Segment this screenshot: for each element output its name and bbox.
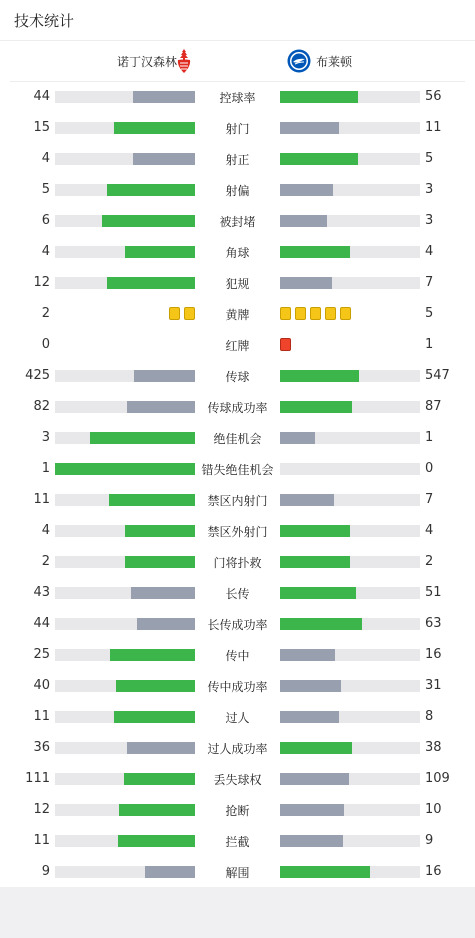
away-bar-fill bbox=[280, 525, 350, 537]
home-stat-value: 44 bbox=[33, 89, 50, 104]
stat-label: 射门 bbox=[225, 122, 250, 136]
home-bar-track bbox=[55, 122, 195, 134]
home-bar-track bbox=[55, 804, 195, 816]
home-bar-fill bbox=[137, 618, 195, 630]
stat-label: 长传成功率 bbox=[207, 618, 268, 632]
home-bar-track bbox=[55, 370, 195, 382]
home-stat-value: 2 bbox=[41, 306, 50, 321]
home-stat-value: 15 bbox=[33, 120, 50, 135]
stat-label: 黄牌 bbox=[225, 308, 250, 322]
home-stat-value: 43 bbox=[33, 585, 50, 600]
home-bar-track bbox=[55, 401, 195, 413]
away-stat-value: 0 bbox=[425, 461, 434, 476]
stats-header bbox=[0, 0, 475, 41]
stat-label: 解围 bbox=[225, 866, 250, 880]
away-bar-fill bbox=[280, 246, 350, 258]
home-bar-fill bbox=[131, 587, 195, 599]
home-bar-fill bbox=[107, 184, 195, 196]
away-bar-fill bbox=[280, 618, 362, 630]
away-bar-fill bbox=[280, 432, 315, 444]
stat-row bbox=[0, 329, 475, 360]
away-bar-track bbox=[280, 463, 420, 475]
home-bar-fill bbox=[90, 432, 195, 444]
yellow-card-icon bbox=[295, 307, 306, 320]
home-bar-track bbox=[55, 649, 195, 661]
away-bar-fill bbox=[280, 122, 339, 134]
home-stat-value: 11 bbox=[33, 709, 50, 724]
away-bar-track bbox=[280, 773, 420, 785]
stat-row bbox=[0, 701, 475, 732]
home-stat-value: 4 bbox=[41, 523, 50, 538]
away-bar-track bbox=[280, 494, 420, 506]
away-stat-value: 9 bbox=[425, 833, 434, 848]
home-bar-fill bbox=[133, 91, 195, 103]
away-bar-track bbox=[280, 804, 420, 816]
away-bar-fill bbox=[280, 494, 334, 506]
home-stat-value: 111 bbox=[25, 771, 50, 786]
stat-row bbox=[0, 391, 475, 422]
stat-label: 绝佳机会 bbox=[213, 432, 262, 446]
home-stat-value: 82 bbox=[33, 399, 50, 414]
home-bar-track bbox=[55, 494, 195, 506]
stat-row bbox=[0, 236, 475, 267]
away-stat-value: 3 bbox=[425, 182, 434, 197]
home-bar-track bbox=[55, 215, 195, 227]
stat-row bbox=[0, 608, 475, 639]
away-stat-value: 109 bbox=[425, 771, 450, 786]
home-stat-value: 12 bbox=[33, 802, 50, 817]
yellow-card-icon bbox=[184, 307, 195, 320]
home-bar-track bbox=[55, 277, 195, 289]
home-bar-fill bbox=[102, 215, 195, 227]
home-bar-fill bbox=[116, 680, 195, 692]
home-bar-fill bbox=[110, 649, 195, 661]
home-stat-value: 0 bbox=[41, 337, 50, 352]
home-bar-track bbox=[55, 556, 195, 568]
away-bar-track bbox=[280, 401, 420, 413]
red-card-icon bbox=[280, 338, 291, 351]
away-stat-value: 4 bbox=[425, 523, 434, 538]
away-stat-value: 63 bbox=[425, 616, 442, 631]
stat-row bbox=[0, 484, 475, 515]
away-bar-track bbox=[280, 215, 420, 227]
home-bar-fill bbox=[124, 773, 195, 785]
yellow-card-icon bbox=[325, 307, 336, 320]
stat-label: 禁区外射门 bbox=[207, 525, 268, 539]
page-title: 技术统计 bbox=[14, 12, 75, 30]
home-bar-track bbox=[55, 711, 195, 723]
away-stat-value: 87 bbox=[425, 399, 442, 414]
home-bar-track bbox=[55, 463, 195, 475]
stat-row bbox=[0, 267, 475, 298]
home-bar-track bbox=[55, 835, 195, 847]
away-stat-value: 5 bbox=[425, 306, 434, 321]
away-bar-fill bbox=[280, 835, 343, 847]
stat-label: 禁区内射门 bbox=[207, 494, 268, 508]
away-bar-fill bbox=[280, 91, 358, 103]
away-stat-value: 1 bbox=[425, 430, 434, 445]
stat-label: 抢断 bbox=[225, 804, 250, 818]
home-bar-track bbox=[55, 91, 195, 103]
away-stat-value: 16 bbox=[425, 647, 442, 662]
home-stat-value: 2 bbox=[41, 554, 50, 569]
home-stat-value: 25 bbox=[33, 647, 50, 662]
away-bar-fill bbox=[280, 556, 350, 568]
home-bar-track bbox=[55, 587, 195, 599]
home-bar-track bbox=[55, 432, 195, 444]
away-bar-track bbox=[280, 246, 420, 258]
stat-row bbox=[0, 112, 475, 143]
away-bar-track bbox=[280, 122, 420, 134]
home-bar-fill bbox=[118, 835, 195, 847]
away-bar-fill bbox=[280, 277, 332, 289]
away-bar-track bbox=[280, 432, 420, 444]
home-bar-fill bbox=[119, 804, 195, 816]
stat-label: 角球 bbox=[225, 246, 250, 260]
stat-label: 传球 bbox=[225, 370, 250, 384]
home-stat-value: 6 bbox=[41, 213, 50, 228]
away-bar-track bbox=[280, 742, 420, 754]
home-stat-value: 44 bbox=[33, 616, 50, 631]
brighton-logo-icon bbox=[287, 49, 311, 73]
away-bar-fill bbox=[280, 804, 344, 816]
stat-label: 传中成功率 bbox=[207, 680, 268, 694]
home-stat-value: 425 bbox=[25, 368, 50, 383]
stat-label: 射偏 bbox=[225, 184, 250, 198]
home-team-name: 诺丁汉森林 bbox=[116, 55, 177, 69]
home-bar-fill bbox=[134, 370, 195, 382]
stat-label: 错失绝佳机会 bbox=[201, 463, 274, 477]
stat-row bbox=[0, 453, 475, 484]
stat-row bbox=[0, 360, 475, 391]
away-bar-fill bbox=[280, 742, 352, 754]
stat-label: 过人成功率 bbox=[207, 742, 268, 756]
stat-label: 拦截 bbox=[225, 835, 250, 849]
home-bar-fill bbox=[125, 525, 195, 537]
home-stat-value: 3 bbox=[41, 430, 50, 445]
away-bar-track bbox=[280, 184, 420, 196]
away-stat-value: 8 bbox=[425, 709, 434, 724]
stat-row bbox=[0, 143, 475, 174]
stat-row bbox=[0, 546, 475, 577]
away-bar-track bbox=[280, 556, 420, 568]
away-bar-track bbox=[280, 618, 420, 630]
yellow-card-icon bbox=[169, 307, 180, 320]
home-stat-value: 1 bbox=[41, 461, 50, 476]
nottingham-forest-logo-icon bbox=[176, 48, 192, 74]
stat-row bbox=[0, 732, 475, 763]
away-bar-track bbox=[280, 370, 420, 382]
home-bar-fill bbox=[114, 122, 195, 134]
home-bar-fill bbox=[127, 401, 195, 413]
home-stat-value: 4 bbox=[41, 244, 50, 259]
home-stat-value: 36 bbox=[33, 740, 50, 755]
away-bar-fill bbox=[280, 215, 327, 227]
away-team-name: 布莱顿 bbox=[316, 55, 353, 69]
away-bar-fill bbox=[280, 370, 359, 382]
away-stat-value: 2 bbox=[425, 554, 434, 569]
stat-row bbox=[0, 577, 475, 608]
home-bar-fill bbox=[107, 277, 195, 289]
stat-row bbox=[0, 422, 475, 453]
stat-label: 门将扑救 bbox=[213, 556, 262, 570]
away-bar-fill bbox=[280, 773, 349, 785]
away-stat-value: 16 bbox=[425, 864, 442, 879]
away-stat-value: 7 bbox=[425, 492, 434, 507]
stats-list bbox=[0, 81, 475, 887]
stat-label: 被封堵 bbox=[219, 215, 256, 229]
away-bar-fill bbox=[280, 680, 341, 692]
yellow-card-icon bbox=[280, 307, 291, 320]
stat-label: 传中 bbox=[225, 649, 250, 663]
home-bar-fill bbox=[55, 463, 195, 475]
home-bar-track bbox=[55, 525, 195, 537]
home-stat-value: 11 bbox=[33, 492, 50, 507]
away-bar-track bbox=[280, 587, 420, 599]
away-bar-track bbox=[280, 866, 420, 878]
stat-row bbox=[0, 298, 475, 329]
stat-label: 过人 bbox=[225, 711, 250, 725]
home-stat-value: 40 bbox=[33, 678, 50, 693]
home-stat-value: 12 bbox=[33, 275, 50, 290]
away-stat-value: 51 bbox=[425, 585, 442, 600]
away-bar-track bbox=[280, 91, 420, 103]
away-stat-value: 3 bbox=[425, 213, 434, 228]
home-bar-fill bbox=[133, 153, 195, 165]
away-stat-value: 7 bbox=[425, 275, 434, 290]
stat-label: 犯规 bbox=[225, 277, 250, 291]
stat-row bbox=[0, 515, 475, 546]
stat-row bbox=[0, 639, 475, 670]
away-stat-value: 11 bbox=[425, 120, 442, 135]
away-bar-fill bbox=[280, 711, 339, 723]
home-bar-fill bbox=[125, 246, 195, 258]
stat-row bbox=[0, 825, 475, 856]
home-bar-fill bbox=[125, 556, 195, 568]
stat-row bbox=[0, 794, 475, 825]
home-stat-value: 11 bbox=[33, 833, 50, 848]
away-bar-fill bbox=[280, 184, 333, 196]
home-bar-track bbox=[55, 246, 195, 258]
away-stat-value: 1 bbox=[425, 337, 434, 352]
away-bar-fill bbox=[280, 401, 352, 413]
stat-label: 丢失球权 bbox=[213, 773, 262, 787]
home-bar-fill bbox=[114, 711, 195, 723]
teams-row bbox=[10, 41, 465, 82]
stat-label: 射正 bbox=[225, 153, 250, 167]
away-bar-fill bbox=[280, 866, 370, 878]
home-bar-track bbox=[55, 680, 195, 692]
stat-label: 控球率 bbox=[219, 91, 256, 105]
stat-label: 红牌 bbox=[225, 339, 250, 353]
home-bar-track bbox=[55, 184, 195, 196]
away-bar-track bbox=[280, 649, 420, 661]
stat-row bbox=[0, 763, 475, 794]
away-bar-track bbox=[280, 835, 420, 847]
home-bar-fill bbox=[109, 494, 195, 506]
away-bar-fill bbox=[280, 649, 335, 661]
stat-row bbox=[0, 81, 475, 112]
away-bar-track bbox=[280, 711, 420, 723]
away-stat-value: 38 bbox=[425, 740, 442, 755]
home-stat-value: 4 bbox=[41, 151, 50, 166]
away-bar-track bbox=[280, 277, 420, 289]
away-bar-track bbox=[280, 525, 420, 537]
away-bar-track bbox=[280, 153, 420, 165]
away-stat-value: 56 bbox=[425, 89, 442, 104]
stat-row bbox=[0, 856, 475, 887]
away-bar-track bbox=[280, 680, 420, 692]
stat-label: 长传 bbox=[225, 587, 250, 601]
home-bar-track bbox=[55, 618, 195, 630]
stat-row bbox=[0, 670, 475, 701]
away-stat-value: 547 bbox=[425, 368, 450, 383]
home-bar-fill bbox=[145, 866, 195, 878]
yellow-card-icon bbox=[310, 307, 321, 320]
stat-row bbox=[0, 205, 475, 236]
home-bar-track bbox=[55, 773, 195, 785]
home-bar-track bbox=[55, 866, 195, 878]
home-stat-value: 9 bbox=[41, 864, 50, 879]
home-stat-value: 5 bbox=[41, 182, 50, 197]
home-bar-track bbox=[55, 153, 195, 165]
away-stat-value: 31 bbox=[425, 678, 442, 693]
home-bar-fill bbox=[127, 742, 195, 754]
stat-row bbox=[0, 174, 475, 205]
away-stat-value: 4 bbox=[425, 244, 434, 259]
stat-label: 传球成功率 bbox=[207, 401, 268, 415]
away-stat-value: 5 bbox=[425, 151, 434, 166]
home-bar-track bbox=[55, 742, 195, 754]
away-bar-fill bbox=[280, 587, 356, 599]
away-stat-value: 10 bbox=[425, 802, 442, 817]
away-bar-fill bbox=[280, 153, 358, 165]
yellow-card-icon bbox=[340, 307, 351, 320]
